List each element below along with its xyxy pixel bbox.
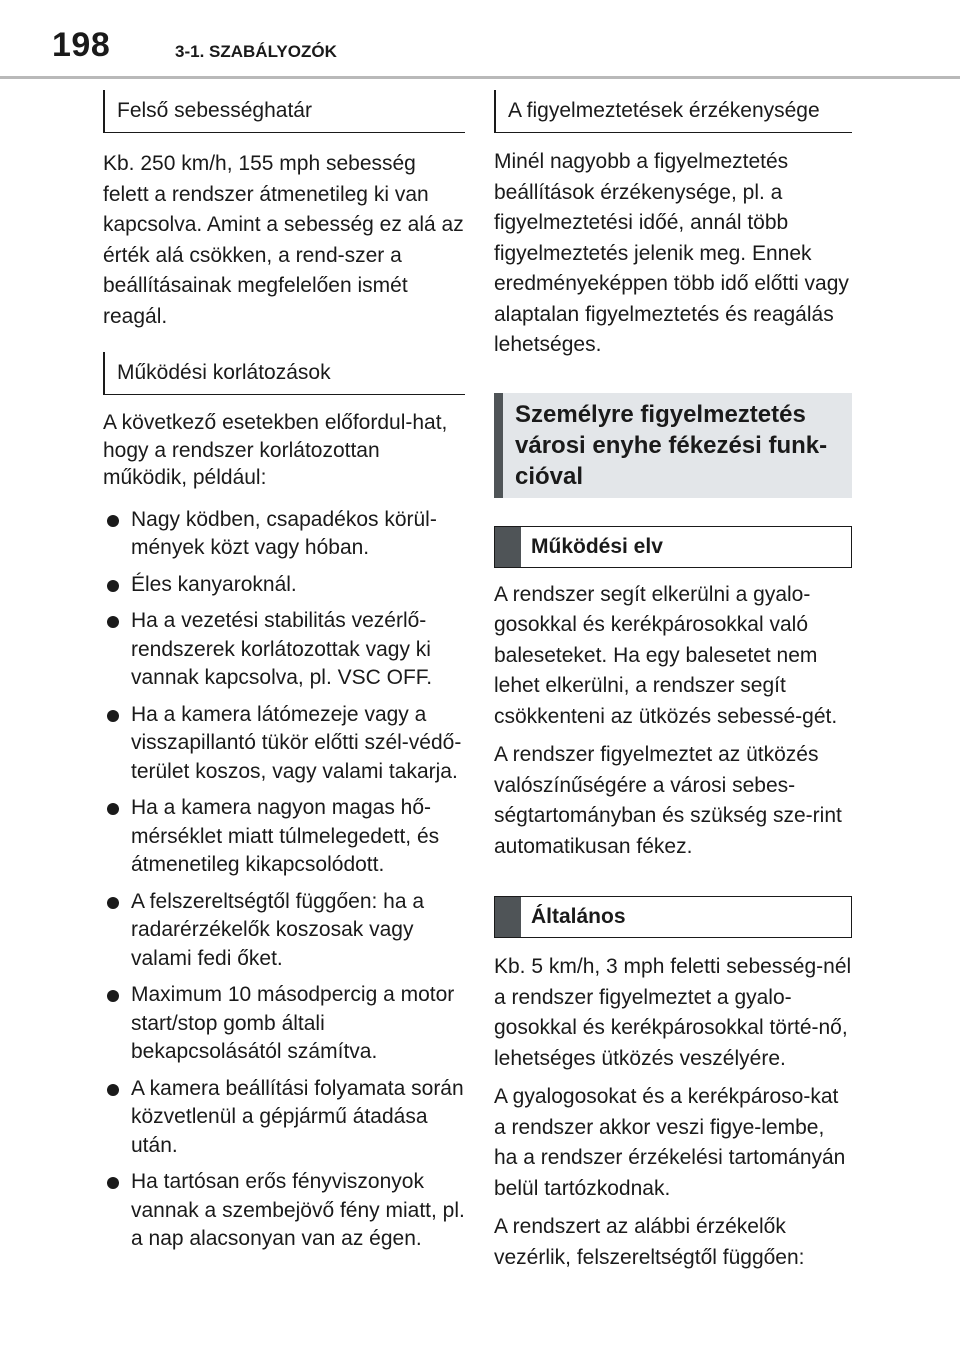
list-item: Maximum 10 másodpercig a motor start/stop gomb általi bekapcsolásától számítva. (103, 981, 465, 1067)
section-title: Személyre figyelmeztetés városi enyhe fékezési funk-cióval (494, 393, 852, 498)
limitations-heading: Működési korlátozások (103, 352, 465, 395)
chapter-title: 3-1. SZABÁLYOZÓK (175, 42, 337, 61)
bullet-icon (107, 1177, 119, 1189)
right-column (494, 90, 852, 1281)
general-heading-text: Általános (531, 905, 626, 928)
list-item: Ha a vezetési stabilitás vezérlő-rendszerek korlátozottak vagy ki vannak kapcsolva, pl. VSC OFF. (103, 607, 465, 693)
sensitivity-paragraph: Minél nagyobb a figyelmeztetés beállítások érzékenysége, pl. a figyelmeztetési időé, annál több figyelmeztetés jelenik meg. Ennek eredményeképpen több idő előtti vagy alaptalan figyelmeztetés és reagálás lehetséges. (494, 150, 849, 356)
list-item: A kamera beállítási folyamata során közvetlenül a gépjármű átadása után. (103, 1075, 465, 1161)
list-item: Éles kanyaroknál. (103, 571, 465, 600)
list-item: Ha a kamera látómezeje vagy a visszapillantó tükör előtti szél-védő-terület koszos, vagy valami takarja. (103, 701, 465, 787)
limitations-list (103, 506, 465, 1254)
bullet-icon (107, 616, 119, 628)
bullet-icon (107, 710, 119, 722)
heading-tab-marker (495, 897, 521, 937)
general-paragraph-1: Kb. 5 km/h, 3 mph feletti sebesség-nél a rendszer figyelmeztet a gyalo-gosokkal és kerékpárosokkal törté-nő, lehetséges ütközés veszélyére. (494, 955, 852, 1070)
sensitivity-heading: A figyelmeztetések érzékenysége (494, 90, 852, 133)
bullet-icon (107, 580, 119, 592)
principle-paragraph-2: A rendszer figyelmeztet az ütközés valószínűségére a városi sebes-ségtartományban és szükség sze-rint automatikusan fékez. (494, 743, 842, 858)
general-paragraph-3: A rendszert az alábbi érzékelők vezérlik, felszereltségtől függően: (494, 1215, 805, 1269)
speed-limit-heading: Felső sebességhatár (103, 90, 465, 133)
list-item: Nagy ködben, csapadékos körül-mények közt vagy hóban. (103, 506, 465, 563)
page-number: 198 (52, 26, 111, 64)
general-paragraph-2: A gyalogosokat és a kerékpároso-kat a rendszer akkor veszi figye-lembe, ha a rendszer érzékelési tartományán belül tartózkodnak. (494, 1085, 846, 1200)
bullet-icon (107, 897, 119, 909)
heading-tab-marker (495, 527, 521, 567)
principle-heading (494, 526, 852, 568)
speed-limit-paragraph: Kb. 250 km/h, 155 mph sebesség felett a rendszer átmenetileg ki van kapcsolva. Amint a sebesség ez alá az érték alá csökken, a rend-szer a beállításainak megfelelően ismét reagál. (103, 152, 464, 328)
header-divider (0, 76, 960, 79)
bullet-icon (107, 803, 119, 815)
principle-paragraph-1: A rendszer segít elkerülni a gyalo-gosokkal és kerékpárosokkal való baleseteket. Ha egy balesetet nem lehet elkerülni, a rendszer segít csökkenteni az ütközés sebessé-gét. (494, 582, 838, 728)
limitations-intro: A következő esetekben előfordul-hat, hogy a rendszer korlátozottan működik, például: (103, 411, 448, 489)
principle-heading-text: Működési elv (531, 534, 663, 558)
bullet-icon (107, 515, 119, 527)
bullet-icon (107, 1084, 119, 1096)
list-item: A felszereltségtől függően: ha a radarérzékelők koszosak vagy valami fedi őket. (103, 888, 465, 974)
list-item: Ha a kamera nagyon magas hő-mérséklet miatt túlmelegedett, és átmenetileg kikapcsolódott. (103, 794, 465, 880)
list-item: Ha tartósan erős fényviszonyok vannak a szembejövő fény miatt, pl. a nap alacsonyan van az égen. (103, 1168, 465, 1254)
bullet-icon (107, 990, 119, 1002)
general-heading (494, 896, 852, 938)
left-column (103, 90, 465, 1262)
